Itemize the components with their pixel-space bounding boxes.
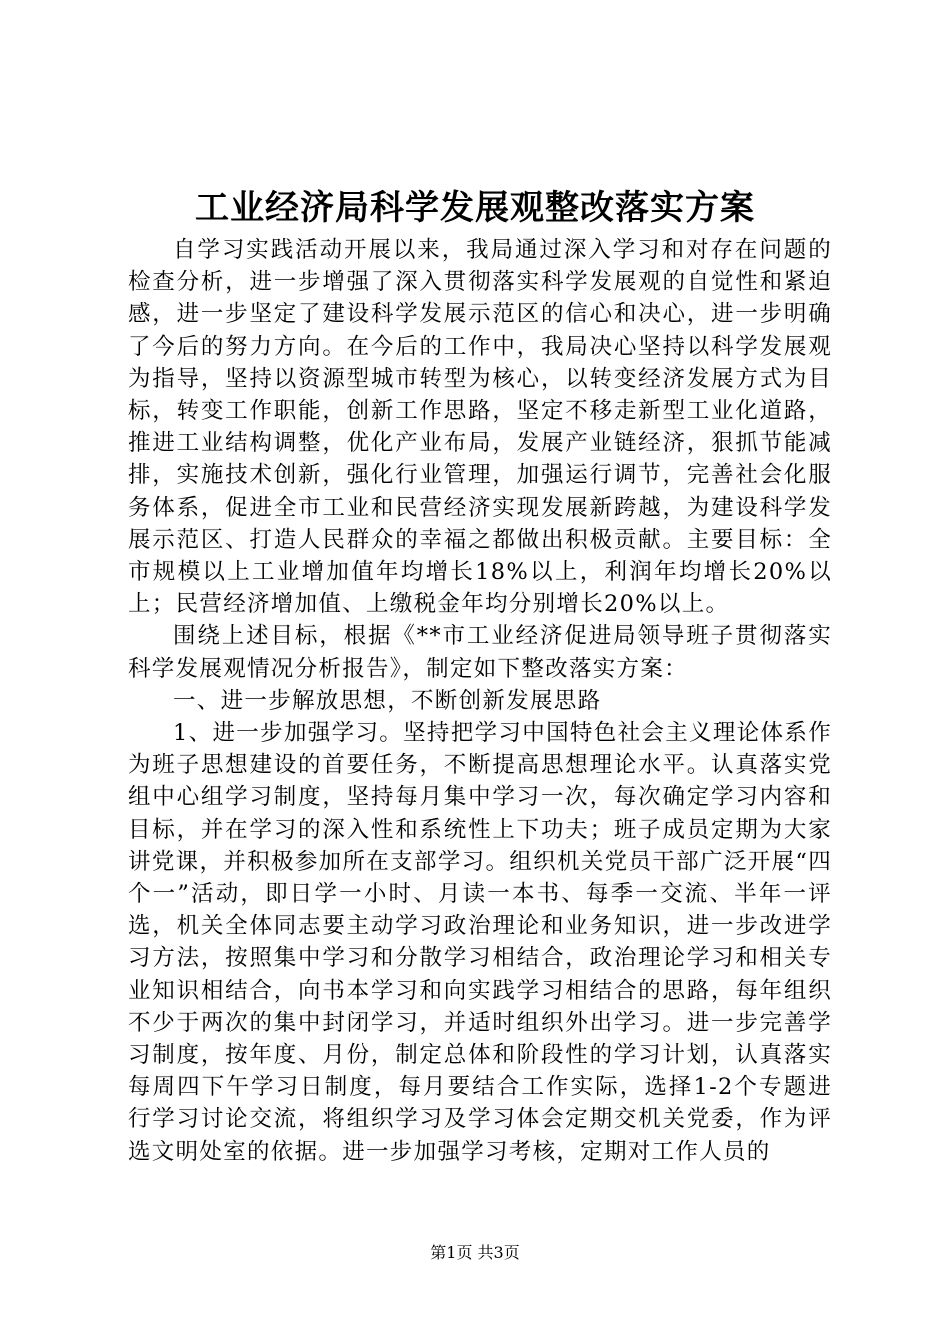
document-body xyxy=(128,234,832,1168)
section-heading-1: 一、进一步解放思想，不断创新发展思路 xyxy=(173,687,602,714)
page-number: 第1页 共3页 xyxy=(430,1243,520,1262)
paragraph-basis: 围绕上述目标，根据《**市工业经济促进局领导班子贯彻落实科学发展观情况分析报告》，制定如下整改落实方案： xyxy=(128,623,832,682)
paragraph-item-1: 1、进一步加强学习。坚持把学习中国特色社会主义理论体系作为班子思想建设的首要任务，不断提高思想理论水平。认真落实党组中心组学习制度，坚持每月集中学习一次，每次确定学习内容和目标，并在学习的深入性和系统性上下功夫；班子成员定期为大家讲党课，并积极参加所在支部学习。组织机关党员干部广泛开展“四个一”活动，即日学一小时、月读一本书、每季一交流、半年一评选，机关全体同志要主动学习政治理论和业务知识，进一步改进学习方法，按照集中学习和分散学习相结合，政治理论学习和相关专业知识相结合，向书本学习和向实践学习相结合的思路，每年组织不少于两次的集中封闭学习，并适时组织外出学习。进一步完善学习制度，按年度、月份，制定总体和阶段性的学习计划，认真落实每周四下午学习日制度，每月要结合工作实际，选择1-2个专题进行学习讨论交流，将组织学习及学习体会定期交机关党委，作为评选文明处室的依据。进一步加强学习考核，定期对工作人员的 xyxy=(128,720,832,1165)
document-title: 工业经济局科学发展观整改落实方案 xyxy=(195,188,755,228)
paragraph-intro: 自学习实践活动开展以来，我局通过深入学习和对存在问题的检查分析，进一步增强了深入贯彻落实科学发展观的自觉性和紧迫感，进一步坚定了建设科学发展示范区的信心和决心，进一步明确了今后的努力方向。在今后的工作中，我局决心坚持以科学发展观为指导，坚持以资源型城市转型为核心，以转变经济发展方式为目标，转变工作职能，创新工作思路，坚定不移走新型工业化道路，推进工业结构调整，优化产业布局，发展产业链经济，狠抓节能减排，实施技术创新，强化行业管理，加强运行调节，完善社会化服务体系，促进全市工业和民营经济实现发展新跨越，为建设科学发展示范区、打造人民群众的幸福之都做出积极贡献。主要目标：全市规模以上工业增加值年均增长18%以上，利润年均增长20%以上；民营经济增加值、上缴税金年均分别增长20%以上。 xyxy=(128,237,832,618)
